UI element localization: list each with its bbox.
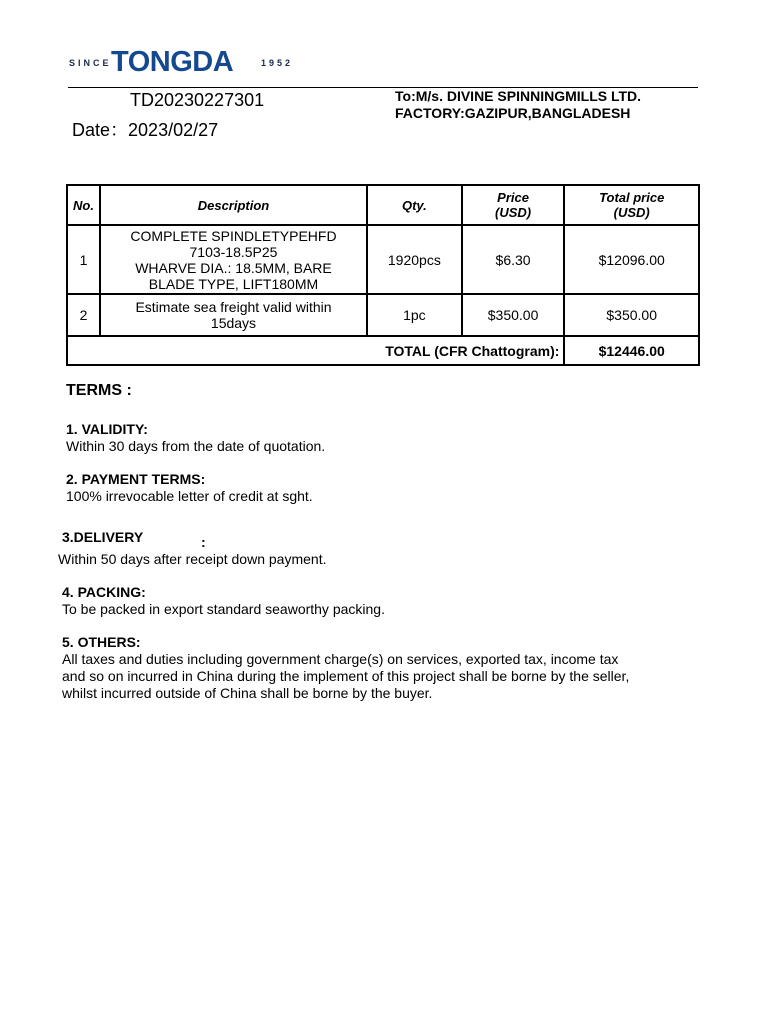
cell-no: 1: [67, 225, 100, 294]
cell-total: $12096.00: [564, 225, 699, 294]
col-header-qty: Qty.: [367, 185, 462, 225]
col-header-total-line2: (USD): [613, 205, 650, 220]
col-header-total: [564, 185, 699, 225]
col-header-no: No.: [67, 185, 100, 225]
date-value: 2023/02/27: [128, 120, 219, 140]
document-date: [72, 116, 218, 142]
desc-line: Estimate sea freight valid within: [135, 299, 332, 315]
terms-heading: TERMS :: [66, 382, 132, 399]
date-label: Date：: [72, 120, 129, 140]
cell-price: $6.30: [462, 225, 565, 294]
cell-qty: 1920pcs: [367, 225, 462, 294]
others-line: All taxes and duties including government charge(s) on services, exported tax, income tax: [62, 651, 619, 667]
terms-payment: [66, 471, 313, 505]
total-label: TOTAL (CFR Chattogram):: [67, 336, 564, 365]
others-line: whilst incurred outside of China shall be borne by the buyer.: [62, 685, 433, 701]
table-row: [67, 294, 699, 336]
quotation-table: [66, 184, 700, 366]
desc-line: WHARVE DIA.: 18.5MM, BARE: [135, 259, 332, 276]
delivery-colon: :: [201, 534, 206, 550]
col-header-price-line2: (USD): [495, 205, 532, 220]
cell-total: $350.00: [564, 294, 699, 336]
total-value: $12446.00: [564, 336, 699, 365]
terms-validity: [66, 421, 325, 455]
col-header-price: [462, 185, 565, 225]
logo-brand: TONGDA: [111, 46, 234, 78]
others-line: and so on incurred in China during the implement of this project shall be borne by the seller,: [62, 668, 630, 684]
document-number: TD20230227301: [130, 90, 265, 110]
table-total-row: [67, 336, 699, 365]
terms-others: [62, 634, 629, 702]
cell-qty: 1pc: [367, 294, 462, 336]
validity-heading: 1. VALIDITY:: [66, 421, 148, 437]
col-header-price-line1: Price: [497, 190, 529, 205]
logo-year: 1952: [261, 58, 294, 68]
desc-line: 15days: [210, 315, 257, 331]
recipient-factory: FACTORY:GAZIPUR,BANGLADESH: [395, 105, 631, 121]
cell-description: [100, 225, 367, 294]
col-header-total-line1: Total price: [599, 190, 665, 205]
cell-description: [100, 294, 367, 336]
desc-line: 7103-18.5P25: [189, 243, 278, 260]
others-heading: 5. OTHERS:: [62, 634, 141, 650]
packing-text: To be packed in export standard seaworthy packing.: [62, 601, 385, 617]
logo-since: SINCE: [69, 58, 112, 68]
recipient-block: [395, 88, 641, 122]
recipient-name: To:M/s. DIVINE SPINNINGMILLS LTD.: [395, 88, 642, 104]
payment-heading: 2. PAYMENT TERMS:: [66, 471, 206, 487]
table-header-row: [67, 185, 699, 225]
desc-line: COMPLETE SPINDLETYPEHFD: [130, 227, 337, 244]
col-header-description: Description: [100, 185, 367, 225]
terms-delivery: [62, 529, 143, 546]
delivery-heading: 3.DELIVERY: [62, 529, 144, 545]
terms-packing: [62, 584, 385, 618]
packing-heading: 4. PACKING:: [62, 584, 146, 600]
delivery-text: Within 50 days after receipt down payment.: [58, 551, 327, 567]
payment-text: 100% irrevocable letter of credit at sght.: [66, 488, 313, 504]
table-row: [67, 225, 699, 294]
validity-text: Within 30 days from the date of quotation.: [66, 438, 326, 454]
cell-price: $350.00: [462, 294, 565, 336]
desc-line: BLADE TYPE, LIFT180MM: [148, 275, 319, 292]
cell-no: 2: [67, 294, 100, 336]
